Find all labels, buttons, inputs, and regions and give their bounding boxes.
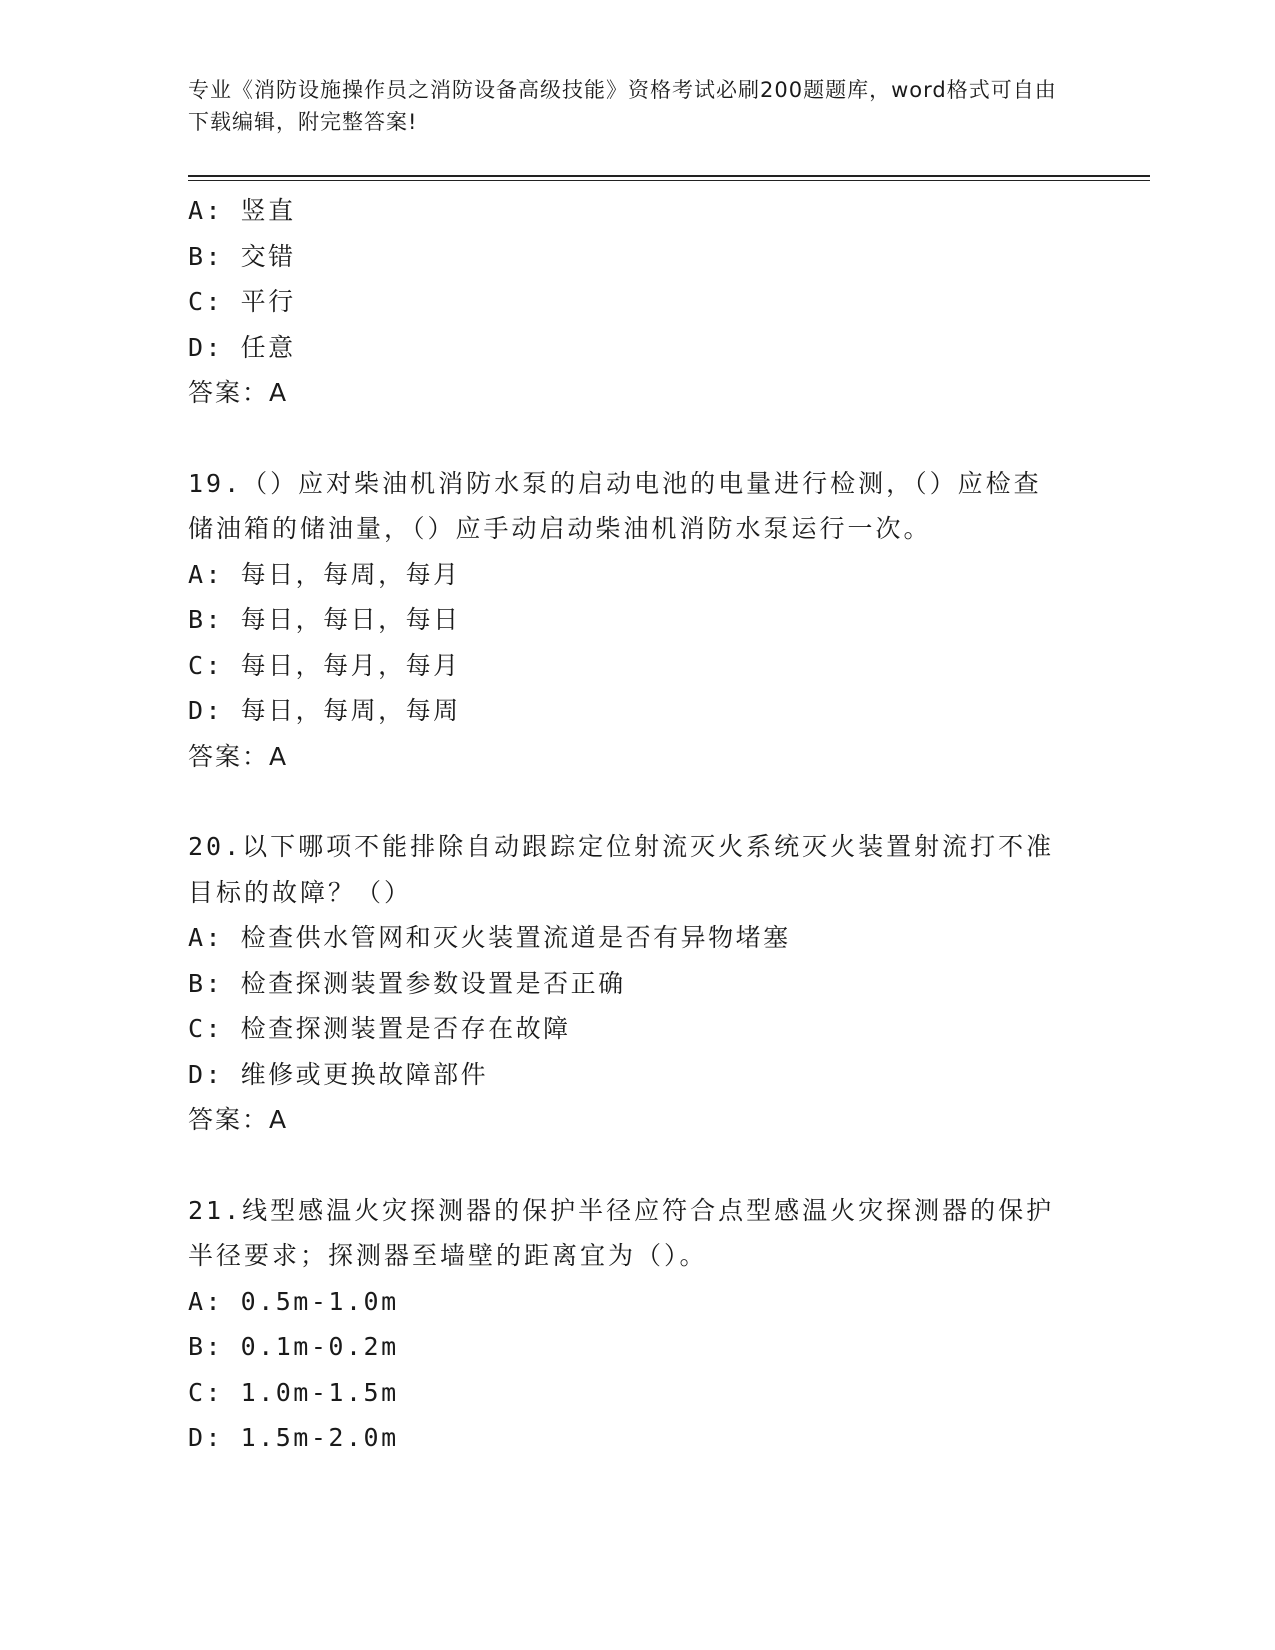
spacer: [188, 1143, 1088, 1188]
option-b: B: 0.1m-0.2m: [188, 1332, 399, 1361]
question-text: 19.（）应对柴油机消防水泵的启动电池的电量进行检测，（）应检查储油箱的储油量，（）应手动启动柴油机消防水泵运行一次。: [188, 468, 1042, 543]
option-c: C: 平行: [188, 287, 296, 316]
question-text: 20.以下哪项不能排除自动跟踪定位射流灭火系统灭火装置射流打不准目标的故障？（）: [188, 832, 1055, 907]
option-c: C: 检查探测装置是否存在故障: [188, 1014, 571, 1043]
question-block-19: [188, 461, 1088, 780]
header-divider-thick: [188, 175, 1150, 177]
option-b: B: 每日，每日，每日: [188, 605, 461, 634]
question-block-prev: [188, 188, 1088, 416]
question-content: [188, 188, 1088, 1461]
option-d: D: 1.5m-2.0m: [188, 1423, 399, 1452]
answer-line: 答案：A: [188, 378, 289, 407]
option-c: C: 每日，每月，每月: [188, 650, 461, 680]
option-d: D: 维修或更换故障部件: [188, 1059, 489, 1089]
option-a: A: 每日，每周，每月: [188, 559, 461, 589]
question-block-21: [188, 1188, 1088, 1461]
option-c: C: 1.0m-1.5m: [188, 1377, 399, 1407]
option-b: B: 交错: [188, 241, 296, 271]
option-d: D: 任意: [188, 332, 296, 362]
option-a: A: 检查供水管网和灭火装置流道是否有异物堵塞: [188, 923, 791, 952]
answer-line: 答案：A: [188, 1105, 289, 1134]
question-text: 21.线型感温火灾探测器的保护半径应符合点型感温火灾探测器的保护半径要求；探测器至墙壁的距离宜为（）。: [188, 1195, 1055, 1270]
header-divider-thin: [188, 180, 1150, 181]
spacer: [188, 416, 1088, 461]
option-a: A: 竖直: [188, 196, 296, 225]
question-block-20: [188, 824, 1088, 1143]
option-a: A: 0.5m-1.0m: [188, 1286, 399, 1316]
option-d: D: 每日，每周，每周: [188, 696, 461, 725]
answer-line: 答案：A: [188, 741, 289, 771]
spacer: [188, 779, 1088, 824]
option-b: B: 检查探测装置参数设置是否正确: [188, 968, 626, 998]
document-header: 专业《消防设施操作员之消防设备高级技能》资格考试必刷200题题库，word格式可自由下载编辑，附完整答案!: [188, 78, 1057, 134]
